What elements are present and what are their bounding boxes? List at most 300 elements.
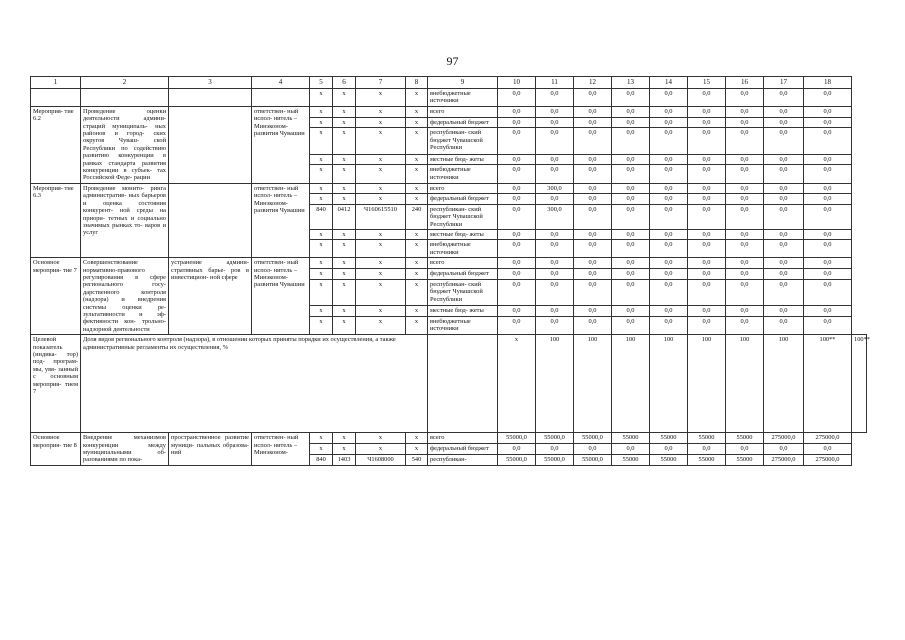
code-cell: x xyxy=(406,165,428,184)
value-cell: 0,0 xyxy=(688,128,726,154)
value-cell: 0,0 xyxy=(804,240,852,258)
value-cell: 0,0 xyxy=(536,240,574,258)
code-cell: x xyxy=(310,258,333,269)
value-cell: 55000,0 xyxy=(574,433,612,444)
value-cell: 0,0 xyxy=(574,106,612,117)
value-cell: 0,0 xyxy=(650,240,688,258)
code-cell: x xyxy=(406,433,428,444)
value-cell: 0,0 xyxy=(764,194,804,204)
code-cell: x xyxy=(356,258,406,269)
column-header: 8 xyxy=(406,77,428,89)
value-cell: 0,0 xyxy=(612,183,650,193)
measure-label: Основное мероприя- тие 8 xyxy=(31,433,81,466)
code-cell: x xyxy=(310,128,333,154)
column-header: 6 xyxy=(333,77,356,89)
table-row xyxy=(31,183,867,193)
source-cell: внебюджетные источники xyxy=(428,240,498,258)
code-cell: x xyxy=(406,154,428,165)
value-cell: 0,0 xyxy=(804,204,852,229)
code-cell: x xyxy=(406,279,428,305)
value-cell: 0,0 xyxy=(498,154,536,165)
value-cell: 0,0 xyxy=(574,194,612,204)
code-cell: x xyxy=(406,316,428,335)
code-cell: x xyxy=(333,183,356,193)
source-cell: всего xyxy=(428,258,498,269)
value-cell: 0,0 xyxy=(764,204,804,229)
goal-cell: устранение админи- стративных барье- ров в инвестицион- ной сфере xyxy=(169,258,252,335)
empty-cell xyxy=(428,335,498,433)
value-cell: 0,0 xyxy=(688,89,726,107)
value-cell: 0,0 xyxy=(804,128,852,154)
code-cell: x xyxy=(310,444,333,455)
code-cell: x xyxy=(333,240,356,258)
value-cell: 0,0 xyxy=(498,165,536,184)
code-cell: x xyxy=(333,433,356,444)
value-cell: 0,0 xyxy=(688,279,726,305)
value-cell: 100 xyxy=(650,335,688,433)
value-cell: 0,0 xyxy=(726,117,764,128)
value-cell: 0,0 xyxy=(612,279,650,305)
value-cell: 0,0 xyxy=(804,106,852,117)
table-row xyxy=(31,335,867,433)
code-cell: x xyxy=(310,305,333,316)
column-header: 15 xyxy=(688,77,726,89)
value-cell: 100 xyxy=(726,335,764,433)
responsible-cell: ответствен- ный испол- нитель – Минэконом- развития Чувашии xyxy=(252,183,310,257)
code-cell: x xyxy=(333,279,356,305)
value-cell: 0,0 xyxy=(498,268,536,279)
value-cell: 0,0 xyxy=(726,204,764,229)
empty-cell xyxy=(252,89,310,107)
code-cell: x xyxy=(356,444,406,455)
column-header: 9 xyxy=(428,77,498,89)
column-header: 13 xyxy=(612,77,650,89)
value-cell: 55000 xyxy=(612,433,650,444)
value-cell: 0,0 xyxy=(688,305,726,316)
value-cell: 0,0 xyxy=(804,316,852,335)
value-cell: 0,0 xyxy=(574,316,612,335)
code-cell: Ч1608000 xyxy=(356,454,406,465)
value-cell: 300,0 xyxy=(536,204,574,229)
code-cell: 1403 xyxy=(333,454,356,465)
code-cell: x xyxy=(310,433,333,444)
code-cell: x xyxy=(333,194,356,204)
value-cell: 0,0 xyxy=(726,258,764,269)
code-cell: x xyxy=(356,229,406,239)
code-cell: x xyxy=(356,194,406,204)
source-cell: внебюджетные источники xyxy=(428,316,498,335)
value-cell: 0,0 xyxy=(764,183,804,193)
code-cell: x xyxy=(333,89,356,107)
code-cell: x xyxy=(310,240,333,258)
code-cell: x xyxy=(333,128,356,154)
goal-cell: пространственное развитие муници- пальных образова- ний xyxy=(169,433,252,466)
column-header: 3 xyxy=(169,77,252,89)
value-cell: 0,0 xyxy=(650,268,688,279)
responsible-cell: ответствен- ный испол- нитель – Минэконом- развития Чувашии xyxy=(252,106,310,183)
value-cell: 0,0 xyxy=(650,128,688,154)
value-cell: 55000,0 xyxy=(498,454,536,465)
value-cell: 0,0 xyxy=(612,194,650,204)
value-cell: 55000 xyxy=(650,433,688,444)
value-cell: 0,0 xyxy=(764,258,804,269)
value-cell: 0,0 xyxy=(804,183,852,193)
value-cell: 0,0 xyxy=(764,165,804,184)
code-cell: 240 xyxy=(406,204,428,229)
value-cell: 0,0 xyxy=(804,229,852,239)
value-cell: 0,0 xyxy=(764,279,804,305)
value-cell: 0,0 xyxy=(574,117,612,128)
value-cell: 0,0 xyxy=(498,128,536,154)
value-cell: 0,0 xyxy=(498,183,536,193)
value-cell: 0,0 xyxy=(536,305,574,316)
value-cell: 0,0 xyxy=(612,229,650,239)
value-cell: 0,0 xyxy=(650,258,688,269)
code-cell: x xyxy=(310,194,333,204)
value-cell: 0,0 xyxy=(498,106,536,117)
value-cell: 0,0 xyxy=(764,106,804,117)
value-cell: 0,0 xyxy=(764,89,804,107)
code-cell: x xyxy=(406,258,428,269)
value-cell: 275000,0 xyxy=(804,433,852,444)
code-cell: x xyxy=(310,165,333,184)
value-cell: 100 xyxy=(612,335,650,433)
value-cell: 0,0 xyxy=(688,258,726,269)
value-cell: 0,0 xyxy=(498,279,536,305)
value-cell: 0,0 xyxy=(536,279,574,305)
empty-cell xyxy=(31,89,81,107)
source-cell: федеральный бюджет xyxy=(428,194,498,204)
value-cell: 0,0 xyxy=(726,305,764,316)
code-cell: x xyxy=(333,268,356,279)
table-row xyxy=(31,258,867,269)
value-cell: 0,0 xyxy=(536,165,574,184)
value-cell: 55000 xyxy=(688,454,726,465)
source-cell: местные бюд- жеты xyxy=(428,305,498,316)
value-cell: 0,0 xyxy=(650,279,688,305)
code-cell: x xyxy=(406,128,428,154)
code-cell: x xyxy=(333,229,356,239)
source-cell: всего xyxy=(428,433,498,444)
code-cell: x xyxy=(406,229,428,239)
value-cell: 0,0 xyxy=(804,154,852,165)
value-cell: 0,0 xyxy=(650,183,688,193)
value-cell: 0,0 xyxy=(726,316,764,335)
value-cell: 0,0 xyxy=(804,89,852,107)
measure-label: Мероприя- тие 6.2 xyxy=(31,106,81,183)
responsible-cell: ответствен- ный испол- нитель – Минэконом- xyxy=(252,433,310,466)
value-cell: 0,0 xyxy=(612,240,650,258)
value-cell: 0,0 xyxy=(612,316,650,335)
value-cell: 0,0 xyxy=(574,444,612,455)
value-cell: 0,0 xyxy=(804,117,852,128)
code-cell: x xyxy=(406,305,428,316)
value-cell: 100 xyxy=(536,335,574,433)
code-cell: 840 xyxy=(310,454,333,465)
source-cell: федеральный бюджет xyxy=(428,268,498,279)
value-cell: 100** xyxy=(804,335,852,433)
source-cell: всего xyxy=(428,106,498,117)
value-cell: 0,0 xyxy=(574,268,612,279)
value-cell: 0,0 xyxy=(764,240,804,258)
value-cell: 0,0 xyxy=(612,165,650,184)
value-cell: 0,0 xyxy=(650,316,688,335)
table-row xyxy=(31,77,867,89)
value-cell: 0,0 xyxy=(688,183,726,193)
value-cell: 0,0 xyxy=(536,258,574,269)
value-cell: 55000 xyxy=(650,454,688,465)
value-cell: 0,0 xyxy=(650,89,688,107)
code-cell: x xyxy=(406,106,428,117)
value-cell: 0,0 xyxy=(536,444,574,455)
value-cell: 0,0 xyxy=(804,268,852,279)
value-cell: 0,0 xyxy=(536,117,574,128)
value-cell: 0,0 xyxy=(574,165,612,184)
value-cell: 0,0 xyxy=(804,279,852,305)
value-cell: 100 xyxy=(764,335,804,433)
code-cell: x xyxy=(356,128,406,154)
value-cell: 0,0 xyxy=(536,316,574,335)
value-cell: 0,0 xyxy=(804,258,852,269)
code-cell: x xyxy=(356,433,406,444)
code-cell: x xyxy=(333,258,356,269)
responsible-cell: ответствен- ный испол- нитель – Минэконом- развития Чувашии xyxy=(252,258,310,335)
value-cell: 0,0 xyxy=(688,204,726,229)
value-cell: 0,0 xyxy=(498,444,536,455)
source-cell: внебюджетные источники xyxy=(428,89,498,107)
code-cell: x xyxy=(356,165,406,184)
value-cell: 0,0 xyxy=(650,204,688,229)
column-header: 17 xyxy=(764,77,804,89)
column-header: 10 xyxy=(498,77,536,89)
value-cell: 0,0 xyxy=(764,268,804,279)
source-cell: внебюджетные источники xyxy=(428,165,498,184)
measure-name: Проведение оценки деятельности админи- страций муниципаль- ных районов и город- ских округов Чуваш- ской Республики по содействию развитию конкуренции в рамках стандарта развития конкуренции в субъек- тах Российской Феде- рации xyxy=(81,106,169,183)
value-cell: 100 xyxy=(574,335,612,433)
value-cell: 0,0 xyxy=(726,106,764,117)
value-cell: 0,0 xyxy=(574,128,612,154)
value-cell: 0,0 xyxy=(726,154,764,165)
value-cell: 0,0 xyxy=(688,444,726,455)
value-cell: 0,0 xyxy=(650,444,688,455)
value-cell: 0,0 xyxy=(498,89,536,107)
value-cell: 0,0 xyxy=(764,316,804,335)
value-cell: 0,0 xyxy=(688,229,726,239)
measure-name: Внедрение механизмов конкуренции между муниципальными об- разованиями по пока- xyxy=(81,433,169,466)
value-cell: 0,0 xyxy=(498,117,536,128)
value-cell: 0,0 xyxy=(536,194,574,204)
table-row xyxy=(31,106,867,117)
code-cell: x xyxy=(406,444,428,455)
value-cell: 0,0 xyxy=(650,117,688,128)
value-cell: 0,0 xyxy=(726,194,764,204)
measure-name: Совершенствование нормативно-правового регулирования в сфере регионального госу- дарственного контроля (надзора) и внедрения системы оценки ре- зультативности и эф- фективности кон- трольно-надзорной деятельности xyxy=(81,258,169,335)
code-cell: x xyxy=(406,194,428,204)
code-cell: Ч160615510 xyxy=(356,204,406,229)
value-cell: 0,0 xyxy=(574,279,612,305)
value-cell: 0,0 xyxy=(498,316,536,335)
value-cell: 0,0 xyxy=(688,165,726,184)
code-cell: x xyxy=(333,444,356,455)
code-cell: x xyxy=(406,89,428,107)
value-cell: 0,0 xyxy=(804,194,852,204)
value-cell: 0,0 xyxy=(612,89,650,107)
target-label: Целевой показатель (индика- тор) под- програм- мы, увя- занный с основным мероприя- тием 7 xyxy=(31,335,81,433)
code-cell: x xyxy=(333,165,356,184)
column-header: 1 xyxy=(31,77,81,89)
code-cell: 0412 xyxy=(333,204,356,229)
code-cell: x xyxy=(310,106,333,117)
value-cell: 0,0 xyxy=(688,268,726,279)
code-cell: x xyxy=(310,183,333,193)
value-cell: 0,0 xyxy=(726,229,764,239)
value-cell: 0,0 xyxy=(612,268,650,279)
value-cell: 0,0 xyxy=(764,305,804,316)
value-cell: 0,0 xyxy=(612,258,650,269)
source-cell: местные бюд- жеты xyxy=(428,154,498,165)
value-cell: 275000,0 xyxy=(764,454,804,465)
empty-cell xyxy=(169,106,252,183)
code-cell: x xyxy=(333,305,356,316)
source-cell: республикан- ский бюджет Чувашской Республики xyxy=(428,279,498,305)
source-cell: республикан- xyxy=(428,454,498,465)
value-cell: 0,0 xyxy=(536,106,574,117)
value-cell: 0,0 xyxy=(764,128,804,154)
value-cell: 0,0 xyxy=(498,240,536,258)
value-cell: 0,0 xyxy=(650,106,688,117)
source-cell: республикан- ский бюджет Чувашской Республики xyxy=(428,128,498,154)
source-cell: республикан- ский бюджет Чувашской Республики xyxy=(428,204,498,229)
code-cell: x xyxy=(356,268,406,279)
column-header: 14 xyxy=(650,77,688,89)
code-cell: x xyxy=(310,117,333,128)
value-cell: 0,0 xyxy=(764,444,804,455)
value-cell: 275000,0 xyxy=(804,454,852,465)
column-header: 12 xyxy=(574,77,612,89)
value-cell: 100 xyxy=(688,335,726,433)
value-cell: 0,0 xyxy=(688,240,726,258)
code-cell: x xyxy=(333,154,356,165)
value-cell: 0,0 xyxy=(650,305,688,316)
code-cell: x xyxy=(333,117,356,128)
value-cell: 0,0 xyxy=(650,165,688,184)
source-cell: федеральный бюджет xyxy=(428,117,498,128)
value-cell: 0,0 xyxy=(764,154,804,165)
value-cell: 0,0 xyxy=(726,128,764,154)
target-text: Доля видов регионального контроля (надзора), в отношении которых приняты порядки их осуществления, а также административные регламенты их осуществления, % xyxy=(81,335,428,433)
code-cell: x xyxy=(333,316,356,335)
value-cell: 0,0 xyxy=(726,89,764,107)
value-cell: 0,0 xyxy=(612,106,650,117)
code-cell: x xyxy=(406,117,428,128)
column-header: 7 xyxy=(356,77,406,89)
value-cell: 0,0 xyxy=(688,117,726,128)
code-cell: x xyxy=(356,154,406,165)
code-cell: x xyxy=(356,279,406,305)
empty-cell xyxy=(169,89,252,107)
value-cell: 55000,0 xyxy=(536,433,574,444)
value-cell: 0,0 xyxy=(612,305,650,316)
value-cell: 0,0 xyxy=(498,204,536,229)
code-cell: x xyxy=(310,229,333,239)
value-cell: 0,0 xyxy=(498,229,536,239)
value-cell: 0,0 xyxy=(574,183,612,193)
value-cell: 0,0 xyxy=(498,258,536,269)
column-header: 2 xyxy=(81,77,169,89)
code-cell: x xyxy=(356,240,406,258)
measure-label: Мероприя- тие 6.3 xyxy=(31,183,81,257)
value-cell: 0,0 xyxy=(804,444,852,455)
value-cell: 0,0 xyxy=(536,89,574,107)
value-cell: 0,0 xyxy=(612,117,650,128)
value-cell: 0,0 xyxy=(612,154,650,165)
value-cell: 0,0 xyxy=(688,154,726,165)
column-header: 16 xyxy=(726,77,764,89)
value-cell: 0,0 xyxy=(498,305,536,316)
value-cell: 0,0 xyxy=(688,316,726,335)
code-cell: x xyxy=(356,117,406,128)
empty-cell xyxy=(81,89,169,107)
value-cell: 100** xyxy=(852,335,867,433)
value-cell: 0,0 xyxy=(764,117,804,128)
value-cell: 0,0 xyxy=(574,204,612,229)
code-cell: x xyxy=(310,89,333,107)
value-cell: 0,0 xyxy=(804,165,852,184)
code-cell: x xyxy=(310,154,333,165)
value-cell: 0,0 xyxy=(764,229,804,239)
value-cell: 0,0 xyxy=(726,240,764,258)
value-cell: 0,0 xyxy=(612,444,650,455)
value-cell: 0,0 xyxy=(574,154,612,165)
code-cell: x xyxy=(310,268,333,279)
value-cell: 0,0 xyxy=(650,154,688,165)
value-cell: 55000 xyxy=(726,454,764,465)
measure-label: Основное мероприя- тие 7 xyxy=(31,258,81,335)
value-cell: 55000 xyxy=(612,454,650,465)
source-cell: федеральный бюджет xyxy=(428,444,498,455)
column-header: 18 xyxy=(804,77,852,89)
value-cell: 0,0 xyxy=(574,89,612,107)
value-cell: 55000 xyxy=(726,433,764,444)
code-cell: x xyxy=(356,183,406,193)
code-cell: 840 xyxy=(310,204,333,229)
value-cell: 0,0 xyxy=(650,194,688,204)
value-cell: 275000,0 xyxy=(764,433,804,444)
source-cell: всего xyxy=(428,183,498,193)
code-cell: x xyxy=(356,305,406,316)
code-cell: x xyxy=(406,268,428,279)
measure-name: Проведение монито- ринга административ- ных барьеров и оценка состояния конкурент- ной среды на приори- тетных и социально значимых рынках то- варов и услуг xyxy=(81,183,169,257)
value-cell: 0,0 xyxy=(688,194,726,204)
code-cell: x xyxy=(406,183,428,193)
table-row xyxy=(31,89,867,107)
column-header: 4 xyxy=(252,77,310,89)
source-cell: местные бюд- жеты xyxy=(428,229,498,239)
value-cell: 300,0 xyxy=(536,183,574,193)
code-cell: x xyxy=(356,316,406,335)
value-cell: 55000,0 xyxy=(536,454,574,465)
value-cell: 0,0 xyxy=(726,183,764,193)
code-cell: x xyxy=(310,316,333,335)
page-number: 97 xyxy=(446,54,459,68)
value-cell: 0,0 xyxy=(612,204,650,229)
column-header: 11 xyxy=(536,77,574,89)
code-cell: x xyxy=(310,279,333,305)
value-cell: 0,0 xyxy=(612,128,650,154)
value-cell: 0,0 xyxy=(804,305,852,316)
value-cell: 0,0 xyxy=(650,229,688,239)
value-cell: 55000,0 xyxy=(574,454,612,465)
